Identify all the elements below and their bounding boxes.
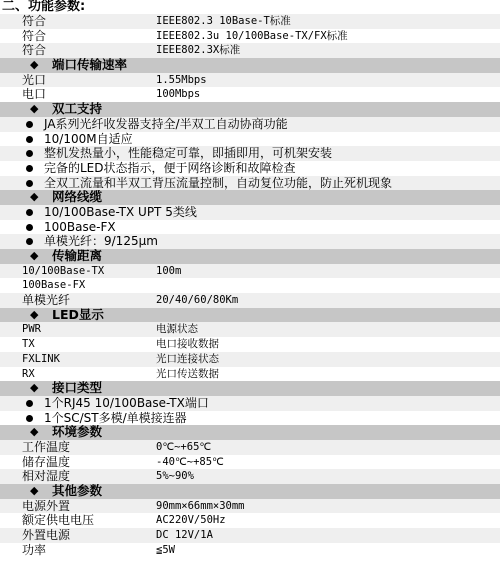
spec-row: [0, 455, 500, 470]
list-item: [0, 220, 500, 235]
section-title: 网络线缆: [52, 190, 103, 205]
list-item: [0, 176, 500, 191]
section-header: [0, 484, 500, 499]
list-item-text: 100Base-FX: [44, 219, 116, 234]
section-title: 接口类型: [52, 381, 103, 396]
spec-label: 电口: [22, 87, 47, 102]
spec-label: 额定供电电压: [22, 513, 95, 528]
spec-value: IEEE802.3 10Base-T标准: [156, 15, 291, 27]
spec-label: 相对湿度: [22, 469, 71, 484]
spec-row: [0, 278, 500, 293]
spec-row: [0, 264, 500, 279]
spec-table: [0, 14, 500, 557]
spec-value: DC 12V/1A: [156, 529, 213, 542]
list-item-text: 单模光纤：9/125μm: [44, 234, 158, 249]
spec-label: 100Base-FX: [22, 279, 86, 292]
section-title: 双工支持: [52, 102, 103, 117]
diamond-icon: ◆: [30, 425, 39, 439]
section-header: [0, 102, 500, 117]
bullet-icon: [26, 238, 33, 245]
section-header: [0, 425, 500, 440]
list-item-text: JA系列光纤收发器支持全/半双工自动协商功能: [44, 116, 288, 131]
spec-row: [0, 469, 500, 484]
spec-row: [0, 367, 500, 382]
section-header: [0, 249, 500, 264]
list-item: [0, 132, 500, 147]
spec-row: [0, 499, 500, 514]
spec-row: [0, 352, 500, 367]
bullet-icon: [26, 415, 33, 422]
spec-label: PWR: [22, 323, 41, 336]
spec-value: IEEE802.3u 10/100Base-TX/FX标准: [156, 29, 348, 42]
spec-value: -40℃~+85℃: [156, 455, 224, 468]
spec-label: FXLINK: [22, 352, 60, 365]
spec-value: 电源状态: [156, 323, 198, 336]
list-item: [0, 234, 500, 249]
spec-value: 电口接收数据: [156, 338, 219, 351]
spec-label: RX: [22, 367, 35, 380]
spec-value: 1.55Mbps: [156, 73, 207, 86]
spec-label: 光口: [22, 72, 47, 87]
spec-value: 20/40/60/80Km: [156, 294, 239, 307]
spec-label: 符合: [22, 28, 47, 43]
spec-value: IEEE802.3X标准: [156, 44, 241, 57]
spec-value: 100m: [156, 264, 182, 277]
list-item: [0, 411, 500, 426]
spec-row: [0, 513, 500, 528]
spec-value: 5%~90%: [156, 470, 194, 483]
bullet-icon: [26, 209, 33, 216]
spec-label: 符合: [22, 14, 47, 28]
list-item-text: 整机发热量小，性能稳定可靠，即插即用，可机架安装: [44, 146, 333, 161]
spec-label: 10/100Base-TX: [22, 264, 105, 277]
spec-row: [0, 337, 500, 352]
section-header: [0, 190, 500, 205]
spec-row: [0, 322, 500, 337]
spec-value: 光口传送数据: [156, 367, 219, 380]
diamond-icon: ◆: [30, 484, 39, 497]
spec-value: ≦5W: [156, 543, 175, 556]
bullet-icon: [26, 136, 33, 143]
bullet-icon: [26, 165, 33, 172]
list-item-text: 1个RJ45 10/100Base-TX端口: [44, 395, 209, 410]
bullet-icon: [26, 224, 33, 231]
list-item: [0, 396, 500, 411]
spec-label: TX: [22, 338, 35, 351]
spec-row: [0, 293, 500, 308]
diamond-icon: ◆: [30, 102, 39, 116]
spec-row: [0, 43, 500, 58]
section-header: [0, 381, 500, 396]
spec-label: 功率: [22, 542, 47, 557]
spec-value: 100Mbps: [156, 88, 201, 101]
spec-row: [0, 14, 500, 29]
list-item: [0, 146, 500, 161]
spec-value: AC220V/50Hz: [156, 514, 226, 527]
bullet-icon: [26, 180, 33, 187]
diamond-icon: ◆: [30, 249, 39, 262]
spec-row: [0, 440, 500, 455]
list-item: [0, 205, 500, 220]
diamond-icon: ◆: [30, 381, 39, 395]
spec-value: 光口连接状态: [156, 352, 219, 365]
section-title: 其他参数: [52, 484, 103, 498]
diamond-icon: ◆: [30, 190, 39, 204]
list-item: [0, 117, 500, 132]
list-item-text: 1个SC/ST多模/单模接连器: [44, 410, 187, 425]
spec-row: [0, 73, 500, 88]
diamond-icon: ◆: [30, 58, 39, 72]
spec-label: 符合: [22, 43, 47, 58]
spec-label: 工作温度: [22, 439, 71, 454]
page-title: 二、功能参数:: [2, 0, 86, 14]
section-title: 环境参数: [52, 425, 103, 440]
spec-row: [0, 87, 500, 102]
spec-label: 电源外置: [22, 498, 71, 513]
bullet-icon: [26, 121, 33, 128]
list-item-text: 完备的LED状态指示，便于网络诊断和故障检查: [44, 160, 296, 175]
spec-row: [0, 528, 500, 543]
section-title: 传输距离: [52, 249, 103, 263]
list-item-text: 全双工流量和半双工背压流量控制，自动复位功能，防止死机现象: [44, 175, 393, 190]
list-item: [0, 161, 500, 176]
spec-row: [0, 543, 500, 558]
list-item-text: 10/100M自适应: [44, 131, 133, 146]
list-item-text: 10/100Base-TX UPT 5类线: [44, 204, 197, 219]
diamond-icon: ◆: [30, 307, 39, 321]
spec-label: 外置电源: [22, 528, 71, 543]
spec-label: 单模光纤: [22, 293, 71, 308]
spec-label: 储存温度: [22, 454, 71, 469]
section-title: LED显示: [52, 307, 104, 322]
spec-value: 90mm×66mm×30mm: [156, 499, 245, 512]
section-title: 端口传输速率: [52, 58, 128, 73]
bullet-icon: [26, 400, 33, 407]
spec-value: 0℃~+65℃: [156, 440, 212, 453]
spec-row: [0, 29, 500, 44]
section-header: [0, 58, 500, 73]
section-header: [0, 308, 500, 323]
bullet-icon: [26, 150, 33, 157]
